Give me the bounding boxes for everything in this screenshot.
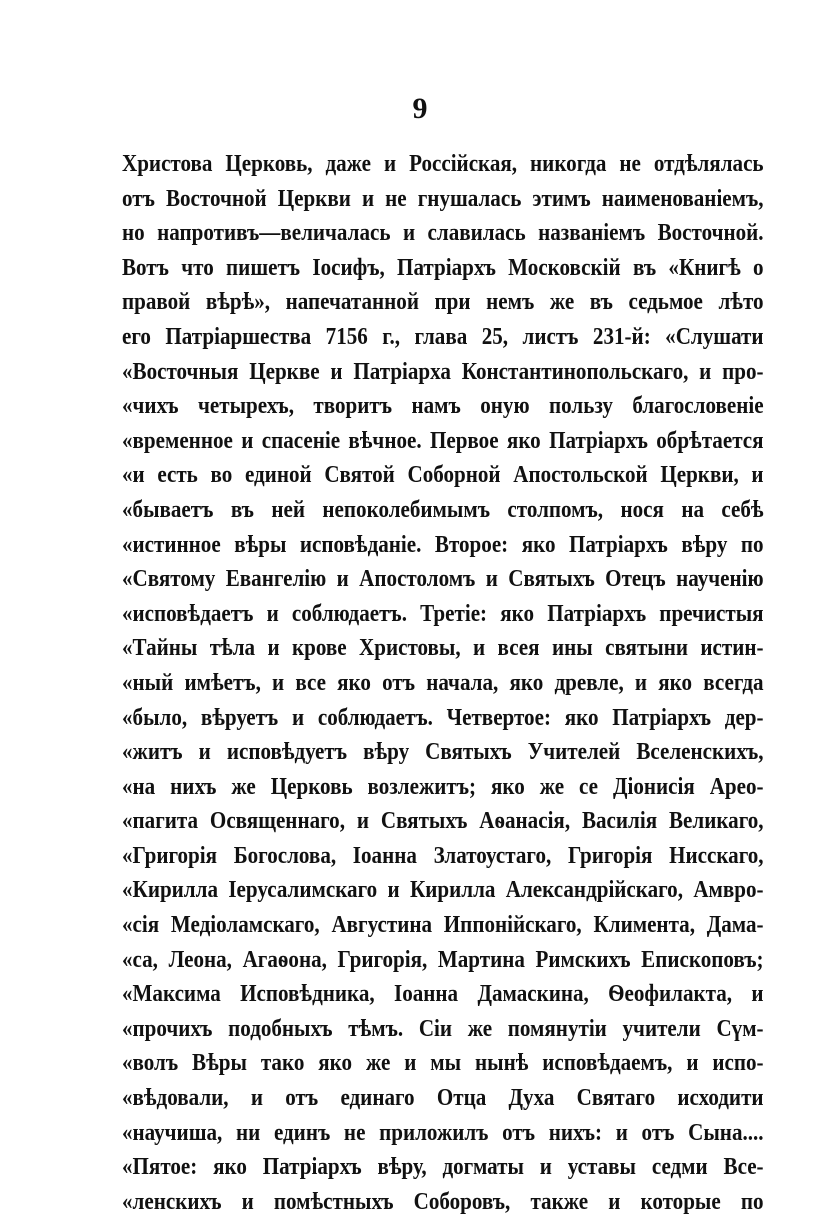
text-line: «бываетъ въ ней непоколебимымъ столпомъ, нося на себѣ [122, 495, 764, 523]
page-text [122, 147, 764, 1219]
text-line: «на нихъ же Церковь возлежитъ; яко же се Дiонисiя Арео- [122, 772, 764, 800]
text-line: «пагита Освященнаго, и Святыхъ Аѳанасiя, Василiя Великаго, [122, 807, 764, 835]
text-line: «истинное вѣры исповѣданiе. Второе: яко Патрiархъ вѣру по [122, 530, 764, 558]
text-line: «чихъ четырехъ, творитъ намъ оную пользу благословенiе [122, 392, 764, 420]
text-line: «Григорiя Богослова, Iоанна Златоустаго, Григорiя Нисскаго, [122, 841, 764, 869]
text-line: «волъ Вѣры тако яко же и мы нынѣ исповѣдаемъ, и испо- [122, 1049, 764, 1077]
text-line: «Восточныя Церкве и Патрiарха Константинопольскаго, и про- [122, 357, 764, 385]
text-line: «и есть во единой Святой Соборной Апостольской Церкви, и [122, 461, 764, 489]
text-line: «временное и спасенiе вѣчное. Первое яко Патрiархъ обрѣтается [122, 426, 764, 454]
text-line: «было, вѣруетъ и соблюдаетъ. Четвертое: яко Патрiархъ дер- [122, 703, 764, 731]
text-line: «прочихъ подобныхъ тѣмъ. Сiи же помянутiи учители Сүм- [122, 1014, 764, 1042]
text-line: «сiя Медiоламскаго, Августина Иппонiйскаго, Климента, Дама- [122, 911, 764, 939]
text-line: «научиша, ни единъ не приложилъ отъ нихъ: и отъ Сына.... [122, 1118, 764, 1146]
text-line: Вотъ что пишетъ Iосифъ, Патрiархъ Московскiй въ «Книгѣ о [122, 253, 764, 281]
text-line: «Святому Евангелiю и Апостоломъ и Святыхъ Отецъ наученiю [122, 565, 764, 593]
text-line: отъ Восточной Церкви и не гнушалась этимъ наименованiемъ, [122, 184, 764, 212]
text-line: «вѣдовали, и отъ единаго Отца Духа Святаго исходити [122, 1084, 764, 1112]
page-number: 9 [412, 92, 428, 125]
text-line: Христова Церковь, даже и Россiйская, никогда не отдѣлялась [122, 150, 764, 177]
text-line: «исповѣдаетъ и соблюдаетъ. Третiе: яко Патрiархъ пречистыя [122, 599, 764, 627]
text-line: «Кирилла Iерусалимскаго и Кирилла Александрiйскаго, Амвро- [122, 876, 764, 904]
text-line: правой вѣрѣ», напечатанной при немъ же въ седьмое лѣто [122, 288, 764, 316]
text-line: «житъ и исповѣдуетъ вѣру Святыхъ Учителей Вселенскихъ, [122, 738, 764, 766]
text-line: «Тайны тѣла и крове Христовы, и всея ины святыни истин- [122, 634, 764, 662]
text-line: «са, Леона, Агаѳона, Григорiя, Мартина Римскихъ Епископовъ; [122, 945, 764, 973]
text-line: его Патрiаршества 7156 г., глава 25, листъ 231-й: «Слушати [122, 322, 764, 350]
text-line: но напротивъ—величалась и славилась названiемъ Восточной. [122, 219, 764, 247]
text-line: «ленскихъ и помѣстныхъ Соборовъ, также и которые по [122, 1187, 764, 1215]
text-line: «Пятое: яко Патрiархъ вѣру, догматы и уставы седми Все- [122, 1153, 764, 1181]
text-line: «ный имѣетъ, и все яко отъ начала, яко древле, и яко всегда [122, 668, 764, 696]
text-line: «Максима Исповѣдника, Iоанна Дамаскина, Ѳеофилакта, и [122, 980, 764, 1008]
